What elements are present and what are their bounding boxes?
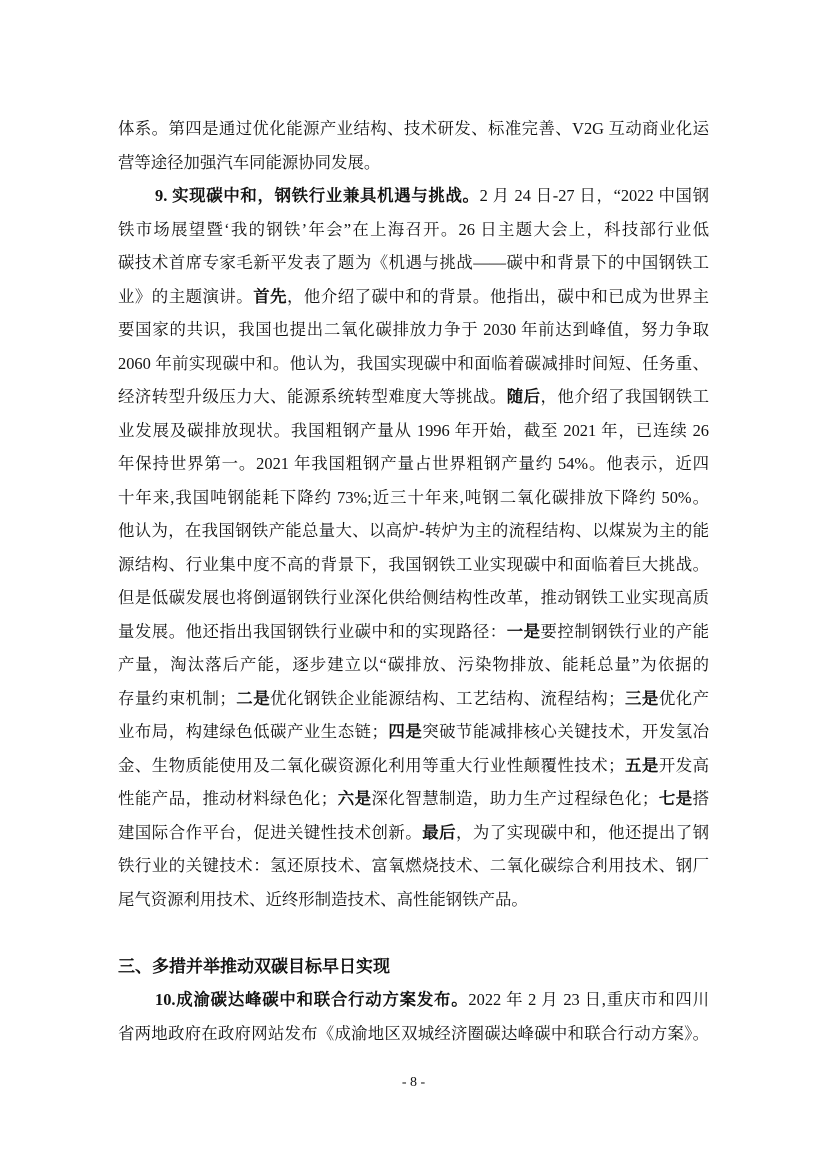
text-run: 省两地政府在政府网站发布《成渝地区双城经济圈碳达峰碳中和联合行动方案》。 bbox=[118, 1023, 709, 1043]
text-run: 营等途径加强汽车同能源协同发展。 bbox=[118, 152, 381, 172]
text-line bbox=[118, 313, 709, 347]
text-run: 业发展及碳排放现状。我国粗钢产量从 1996 年开始，截至 2021 年，已连续 26 bbox=[118, 420, 709, 440]
page-number: - 8 - bbox=[401, 1075, 426, 1090]
bold-run: 七是 bbox=[658, 789, 693, 808]
bold-run: 一是 bbox=[506, 621, 541, 641]
text-run: 要国家的共识，我国也提出二氧化碳排放力争于 2030 年前达到峰值，努力争取 bbox=[118, 320, 709, 339]
text-run: 碳技术首席专家毛新平发表了题为《机遇与挑战——碳中和背景下的中国钢铁工 bbox=[118, 253, 709, 272]
text-line bbox=[118, 715, 709, 749]
text-run: 优化钢铁企业能源结构、工艺结构、流程结构； bbox=[270, 688, 625, 708]
text-line bbox=[118, 514, 709, 548]
text-line bbox=[118, 380, 709, 414]
text-line bbox=[118, 481, 709, 515]
text-line bbox=[118, 347, 709, 381]
text-run: 体系。第四是通过优化能源产业结构、技术研发、标准完善、V2G 互动商业化运 bbox=[118, 119, 709, 138]
text-line bbox=[118, 213, 709, 247]
bold-run: 四是 bbox=[387, 722, 423, 741]
text-run: 建国际合作平台，促进关键性技术创新。 bbox=[118, 822, 423, 842]
text-line bbox=[118, 782, 709, 816]
text-run: 产量，淘汰落后产能，逐步建立以“碳排放、污染物排放、能耗总量”为依据的 bbox=[118, 655, 709, 674]
text-run: 存量约束机制； bbox=[118, 688, 236, 708]
text-run: 十年来,我国吨钢能耗下降约 73%;近三十年来,吨钢二氧化碳排放下降约 50%。 bbox=[118, 487, 709, 507]
text-run: 他认为，在我国钢铁产能总量大、以高炉-转炉为主的流程结构、以煤炭为主的能 bbox=[118, 521, 709, 540]
text-line bbox=[118, 246, 709, 280]
bold-run: 六是 bbox=[337, 789, 372, 808]
text-run: 突破节能减排核心关键技术，开发氢冶 bbox=[422, 722, 710, 741]
paragraph-item-9 bbox=[118, 179, 709, 916]
bold-run: 首先 bbox=[253, 286, 288, 306]
text-line bbox=[118, 146, 709, 180]
text-run: 但是低碳发展也将倒逼钢铁行业深化供给侧结构性改革，推动钢铁工业实现高质 bbox=[118, 588, 709, 607]
text-run: 尾气资源利用技术、近终形制造技术、高性能钢铁产品。 bbox=[118, 889, 528, 909]
text-run: 量发展。他还指出我国钢铁行业碳中和的实现路径： bbox=[118, 621, 507, 641]
text-line bbox=[118, 179, 709, 213]
text-line bbox=[118, 983, 709, 1017]
text-line bbox=[118, 682, 709, 716]
bold-run: 五是 bbox=[624, 755, 659, 775]
text-run: 业》的主题演讲。 bbox=[118, 286, 254, 306]
text-line bbox=[118, 849, 709, 883]
paragraph-continued bbox=[118, 112, 709, 179]
text-line bbox=[118, 112, 709, 146]
text-run: 深化智慧制造，助力生产过程绿色化； bbox=[371, 789, 659, 808]
text-line bbox=[118, 548, 709, 582]
bold-run: 二是 bbox=[235, 688, 271, 708]
text-run: 年保持世界第一。2021 年我国粗钢产量占世界粗钢产量约 54%。他表示，近四 bbox=[118, 454, 709, 473]
text-run: 经济转型升级压力大、能源系统转型难度大等挑战。 bbox=[118, 387, 507, 406]
text-line bbox=[118, 816, 709, 850]
text-run: 金、生物质能使用及二氧化碳资源化利用等重大行业性颠覆性技术； bbox=[118, 755, 625, 775]
text-run: 2 月 24 日-27 日，“2022 中国钢 bbox=[479, 186, 710, 205]
text-line bbox=[118, 1017, 709, 1051]
text-run: 铁行业的关键技术：氢还原技术、富氧燃烧技术、二氧化碳综合利用技术、钢厂 bbox=[118, 856, 709, 875]
bold-run: 三是 bbox=[624, 688, 659, 708]
text-run: 开发高 bbox=[658, 755, 710, 775]
bold-run: 10.成渝碳达峰碳中和联合行动方案发布。 bbox=[155, 990, 469, 1009]
paragraph-item-10 bbox=[118, 983, 709, 1050]
text-run: 2022 年 2 月 23 日,重庆市和四川 bbox=[468, 990, 709, 1009]
text-line bbox=[118, 581, 709, 615]
text-run: 业布局，构建绿色低碳产业生态链； bbox=[118, 722, 388, 741]
blank-line bbox=[118, 916, 709, 950]
text-run: 搭 bbox=[692, 789, 710, 808]
text-line bbox=[118, 749, 709, 783]
text-run: 优化产 bbox=[658, 688, 710, 708]
text-line bbox=[118, 414, 709, 448]
text-run: ，他介绍了碳中和的背景。他指出，碳中和已成为世界主 bbox=[287, 286, 710, 306]
bold-run: 最后 bbox=[422, 822, 457, 842]
bold-run: 随后 bbox=[506, 387, 541, 406]
section-heading: 三、多措并举推动双碳目标早日实现 bbox=[118, 956, 390, 976]
text-run: 源结构、行业集中度不高的背景下，我国钢铁工业实现碳中和面临着巨大挑战。 bbox=[118, 554, 709, 574]
text-run: 2060 年前实现碳中和。他认为，我国实现碳中和面临着碳减排时间短、任务重、 bbox=[118, 353, 709, 373]
text-line bbox=[118, 883, 709, 917]
bold-run: 9. 实现碳中和，钢铁行业兼具机遇与挑战。 bbox=[155, 186, 480, 205]
text-line bbox=[118, 447, 709, 481]
text-run: 铁市场展望暨‘我的钢铁’年会”在上海召开。26 日主题大会上，科技部行业低 bbox=[118, 219, 709, 239]
text-run: ，为了实现碳中和，他还提出了钢 bbox=[456, 822, 710, 842]
text-run: 要控制钢铁行业的产能 bbox=[540, 621, 710, 641]
text-run: 性能产品，推动材料绿色化； bbox=[118, 789, 338, 808]
text-run: ，他介绍了我国钢铁工 bbox=[540, 387, 710, 406]
text-line bbox=[118, 280, 709, 314]
text-line bbox=[118, 615, 709, 649]
text-line bbox=[118, 648, 709, 682]
body-text bbox=[118, 112, 709, 1050]
